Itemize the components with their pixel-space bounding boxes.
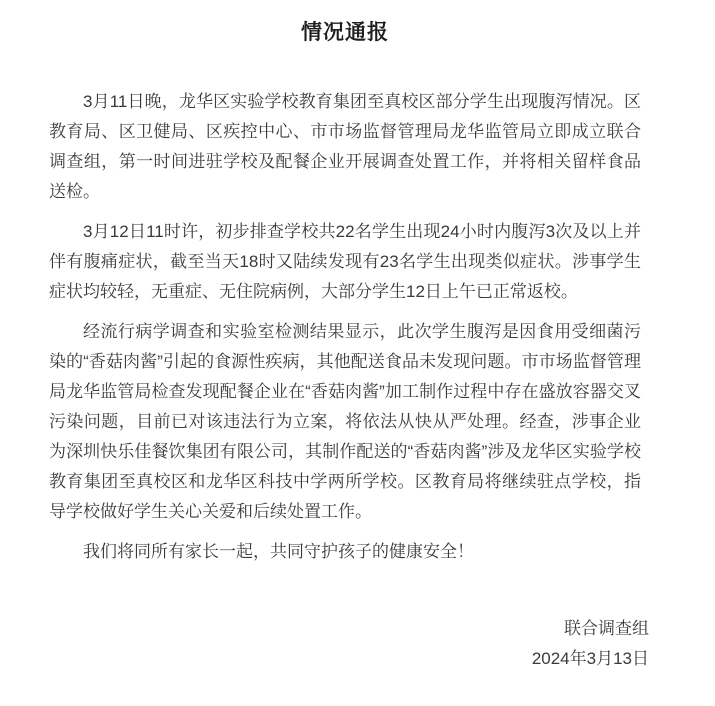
notice-paragraph-2: 3月12日11时许，初步排查学校共22名学生出现24小时内腹泻3次及以上并伴有腹痛症状，截至当天18时又陆续发现有23名学生出现类似症状。涉事学生症状均较轻，无重症、无住院病例，大部分学生12日上午已正常返校。 [49, 222, 641, 301]
notice-paragraph-4: 我们将同所有家长一起，共同守护孩子的健康安全！ [83, 542, 474, 561]
signature-issuer: 联合调查组 [564, 619, 649, 638]
notice-paragraph-1: 3月11日晚，龙华区实验学校教育集团至真校区部分学生出现腹泻情况。区教育局、区卫健局、区疾控中心、市市场监督管理局龙华监管局立即成立联合调查组，第一时间进驻学校及配餐企业开展调查处置工作，并将相关留样食品送检。 [49, 92, 641, 201]
notice-title: 情况通报 [301, 21, 389, 44]
signature-block [49, 614, 649, 674]
notice-paragraph-3: 经流行病学调查和实验室检测结果显示，此次学生腹泻是因食用受细菌污染的“香菇肉酱”引起的食源性疾病，其他配送食品未发现问题。市市场监督管理局龙华监管局检查发现配餐企业在“香菇肉酱”加工制作过程中存在盛放容器交叉污染问题，目前已对该违法行为立案，将依法从快从严处理。经查，涉事企业为深圳快乐佳餐饮集团有限公司，其制作配送的“香菇肉酱”涉及龙华区实验学校教育集团至真校区和龙华区科技中学两所学校。区教育局将继续驻点学校，指导学校做好学生关心关爱和后续处置工作。 [49, 322, 641, 521]
signature-date: 2024年3月13日 [531, 649, 649, 668]
